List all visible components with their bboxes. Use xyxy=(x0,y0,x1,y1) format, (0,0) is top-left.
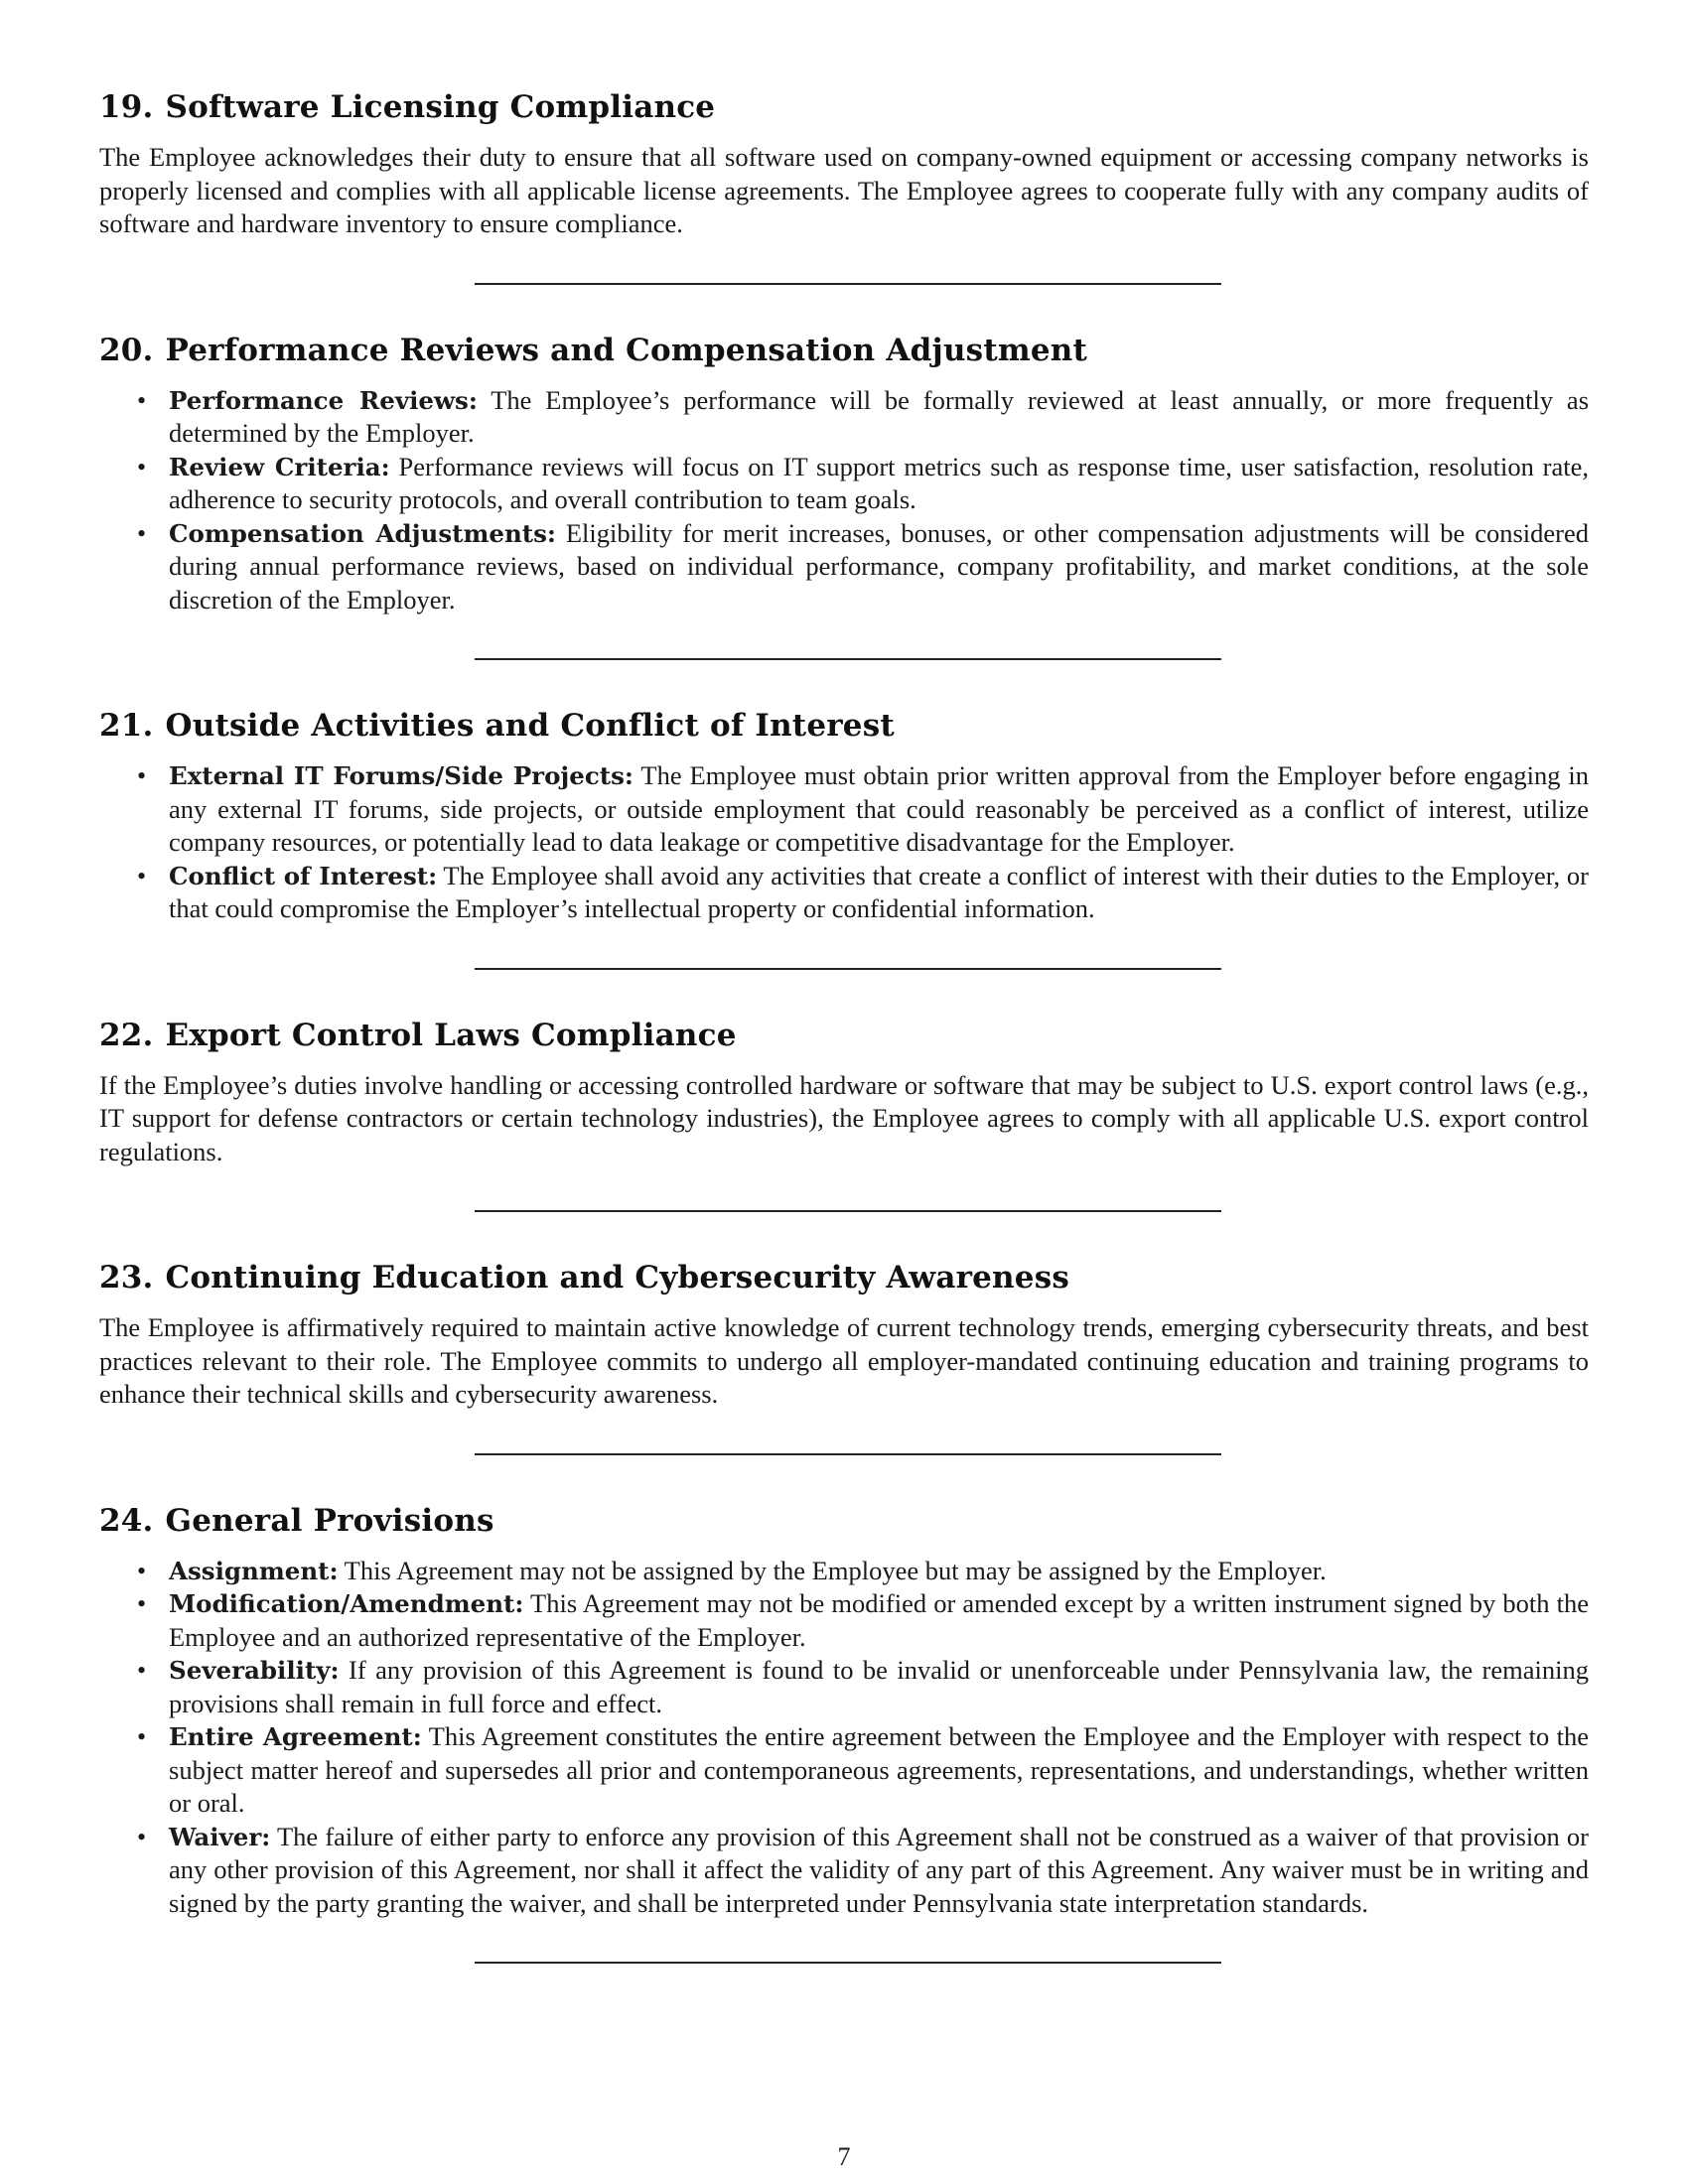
list-item xyxy=(99,1654,1589,1720)
document-page xyxy=(99,87,1589,1964)
item-term: Compensation Adjustments: xyxy=(169,518,556,548)
item-text: The Employee must obtain prior written approval from the Employer before engaging in any external IT forums, side projects, or outside employment that could reasonably be perceived as a conflict of interest, utilize company resources, or potentially lead to data leakage or competitive disadvantage for the Employer. xyxy=(169,760,1589,857)
section-paragraph: If the Employee’s duties involve handling or accessing controlled hardware or software that may be subject to U.S. export control laws (e.g., IT support for defense contractors or certain technology industries), the Employee agrees to comply with all applicable U.S. export control regulations. xyxy=(99,1069,1589,1166)
page-number: 7 xyxy=(837,2142,851,2171)
section-title-text: Continuing Education and Cybersecurity Awareness xyxy=(165,1260,1070,1296)
item-term: Entire Agreement: xyxy=(169,1722,422,1751)
list-item xyxy=(99,517,1589,617)
section-title xyxy=(99,87,1589,127)
item-term: Severability: xyxy=(169,1656,340,1685)
item-text: The Employee shall avoid any activities that create a conflict of interest with their duties to the Employer, or that could compromise the Employer’s intellectual property or confidential information. xyxy=(169,860,1589,923)
item-term: Review Criteria: xyxy=(169,452,390,481)
section-divider xyxy=(475,283,1221,285)
list-item xyxy=(99,860,1589,926)
section-title-text: General Provisions xyxy=(165,1502,494,1539)
bullet-list xyxy=(99,759,1589,926)
section-paragraph: The Employee is affirmatively required to maintain active knowledge of current technology trends, emerging cybersecurity threats, and best practices relevant to their role. The Employee commits to undergo all employer-mandated continuing education and training programs to enhance their technical skills and cybersecurity awareness. xyxy=(99,1312,1589,1409)
section-19 xyxy=(99,87,1589,241)
item-term: Conflict of Interest: xyxy=(169,861,438,890)
item-term: Assignment: xyxy=(169,1556,339,1585)
section-number: 24. xyxy=(99,1502,154,1539)
section-20 xyxy=(99,331,1589,617)
bullet-icon: • xyxy=(137,385,147,415)
section-paragraph: The Employee acknowledges their duty to ensure that all software used on company-owned equipment or accessing company networks is properly licensed and complies with all applicable license agreements. The Employee agrees to cooperate fully with any company audits of software and hardware inventory to ensure compliance. xyxy=(99,142,1589,238)
bullet-icon: • xyxy=(137,1822,147,1851)
section-title-text: Outside Activities and Conflict of Interest xyxy=(165,708,895,744)
section-divider xyxy=(475,1210,1221,1212)
section-23 xyxy=(99,1258,1589,1412)
section-title xyxy=(99,331,1589,370)
bullet-icon: • xyxy=(137,1656,147,1685)
item-term: Waiver: xyxy=(169,1822,271,1851)
section-divider xyxy=(475,1453,1221,1455)
section-title xyxy=(99,1501,1589,1541)
item-text: This Agreement may not be assigned by the Employee but may be assigned by the Employer. xyxy=(338,1555,1327,1585)
section-number: 23. xyxy=(99,1260,154,1296)
item-text: Performance reviews will focus on IT support metrics such as response time, user satisfaction, resolution rate, adherence to security protocols, and overall contribution to team goals. xyxy=(169,451,1589,514)
item-text: The failure of either party to enforce any provision of this Agreement shall not be construed as a waiver of that provision or any other provision of this Agreement, nor shall it affect the validity of any part of this Agreement. Any waiver must be in writing and signed by the party granting the waiver, and shall be interpreted under Pennsylvania state interpretation standards. xyxy=(169,1821,1589,1918)
item-term: Performance Reviews: xyxy=(169,385,478,415)
section-title xyxy=(99,706,1589,746)
section-title-text: Performance Reviews and Compensation Adjustment xyxy=(165,332,1088,368)
list-item xyxy=(99,1821,1589,1921)
bullet-icon: • xyxy=(137,1556,147,1585)
section-divider xyxy=(475,1962,1221,1964)
bullet-icon: • xyxy=(137,861,147,890)
section-22 xyxy=(99,1016,1589,1169)
item-term: External IT Forums/Side Projects: xyxy=(169,761,633,790)
section-24 xyxy=(99,1501,1589,1921)
bullet-list xyxy=(99,384,1589,617)
section-title xyxy=(99,1258,1589,1297)
item-text: The Employee’s performance will be formally reviewed at least annually, or more frequently as determined by the Employer. xyxy=(169,384,1590,448)
item-text: This Agreement constitutes the entire agreement between the Employee and the Employer with respect to the subject matter hereof and supersedes all prior and contemporaneous agreements, representations, and understandings, whether written or oral. xyxy=(169,1721,1589,1818)
item-term: Modification/Amendment: xyxy=(169,1589,524,1618)
item-text: If any provision of this Agreement is found to be invalid or unenforceable under Pennsylvania law, the remaining provisions shall remain in full force and effect. xyxy=(169,1655,1589,1718)
list-item xyxy=(99,451,1589,517)
section-number: 19. xyxy=(99,89,154,125)
section-divider xyxy=(475,968,1221,970)
section-title-text: Software Licensing Compliance xyxy=(165,89,716,125)
section-number: 22. xyxy=(99,1017,154,1053)
section-21 xyxy=(99,706,1589,926)
bullet-list xyxy=(99,1555,1589,1921)
list-item xyxy=(99,759,1589,860)
section-number: 21. xyxy=(99,708,154,744)
section-number: 20. xyxy=(99,332,154,368)
list-item xyxy=(99,1720,1589,1821)
bullet-icon: • xyxy=(137,452,147,481)
item-text: Eligibility for merit increases, bonuses, or other compensation adjustments will be considered during annual performance reviews, based on individual performance, company profitability, and market conditions, at the sole discretion of the Employer. xyxy=(169,517,1589,614)
bullet-icon: • xyxy=(137,761,147,790)
item-text: This Agreement may not be modified or amended except by a written instrument signed by both the Employee and an authorized representative of the Employer. xyxy=(169,1588,1589,1652)
list-item xyxy=(99,1587,1589,1654)
list-item xyxy=(99,384,1589,451)
section-divider xyxy=(475,658,1221,660)
section-title xyxy=(99,1016,1589,1055)
section-title-text: Export Control Laws Compliance xyxy=(165,1017,737,1053)
bullet-icon: • xyxy=(137,1722,147,1751)
bullet-icon: • xyxy=(137,518,147,548)
bullet-icon: • xyxy=(137,1589,147,1618)
list-item xyxy=(99,1555,1589,1588)
